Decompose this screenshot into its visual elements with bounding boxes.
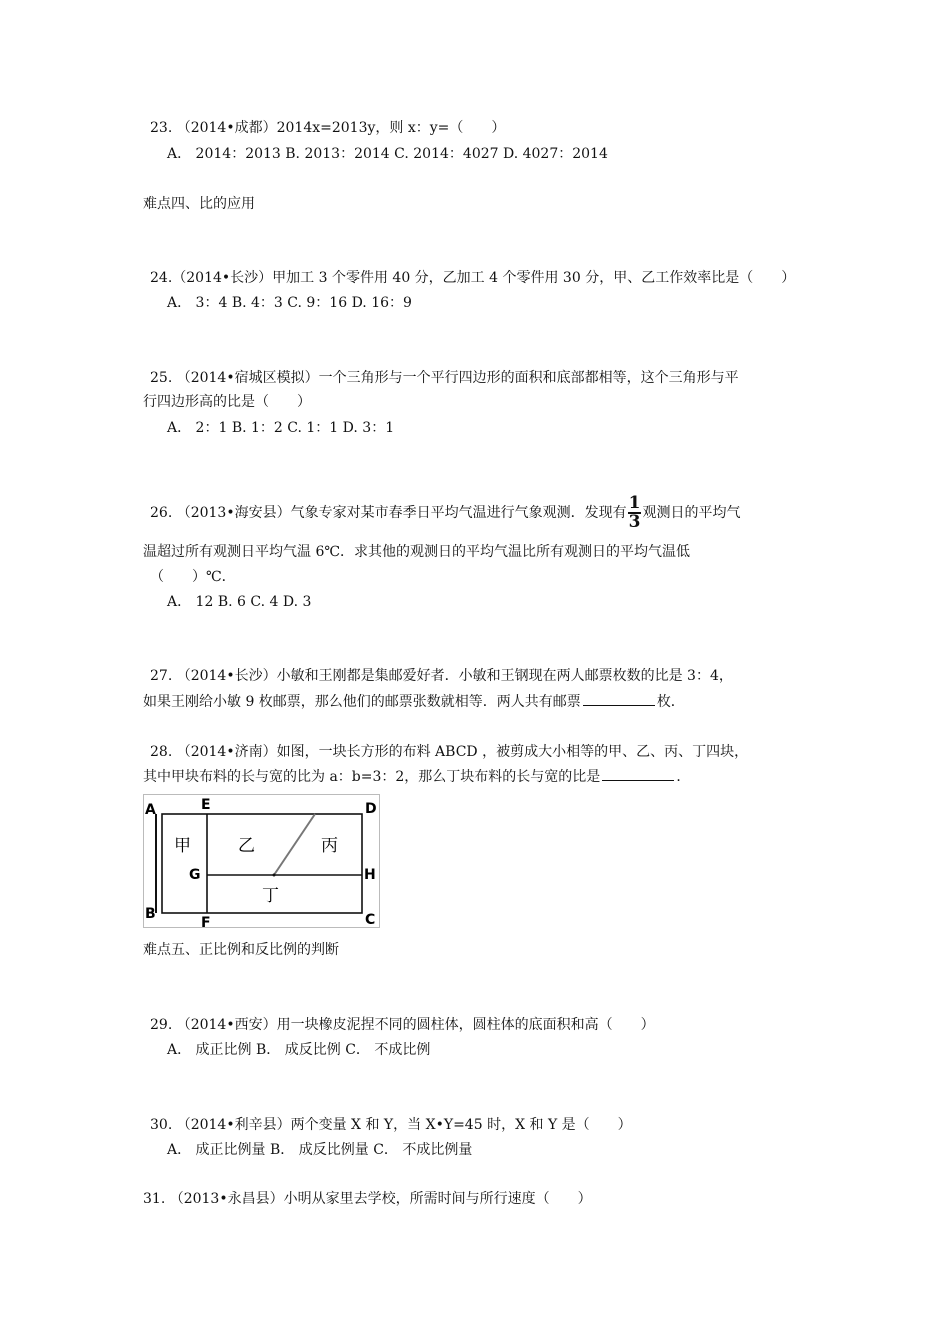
q29-options: A． 成正比例 B． 成反比例 C． 不成比例: [167, 1042, 431, 1058]
label-f: F: [201, 915, 211, 928]
q25-stem-line2: 行四边形高的比是（ ）: [143, 394, 311, 410]
q25-options: A． 2：1 B. 1：2 C. 1：1 D. 3：1: [167, 420, 395, 436]
q30-options: A． 成正比例量 B． 成反比例量 C． 不成比例量: [167, 1142, 473, 1158]
answer-blank: [602, 768, 674, 781]
section4-heading: 难点四、比的应用: [143, 196, 255, 212]
label-g: G: [189, 867, 201, 883]
fraction-numerator: 1: [628, 493, 641, 513]
q27-stem-line2: [143, 692, 685, 712]
section5-heading: 难点五、正比例和反比例的判断: [143, 942, 339, 958]
q25-stem-line1: 25. （2014•宿城区模拟）一个三角形与一个平行四边形的面积和底部都相等，这个三角形与平: [150, 370, 739, 386]
q27-stem-before: 如果王刚给小敏 9 枚邮票，那么他们的邮票张数就相等．两人共有邮票: [143, 694, 581, 710]
q26-options: A． 12 B. 6 C. 4 D. 3: [167, 594, 312, 610]
fraction-denominator: 3: [628, 512, 641, 532]
label-jia: 甲: [174, 836, 191, 856]
label-d: D: [365, 801, 377, 817]
division-point: [273, 874, 276, 877]
q26-stem-after: 观测日的平均气: [642, 505, 741, 521]
q30-stem: 30. （2014•利辛县）两个变量 X 和 Y，当 X•Y=45 时，X 和 Y 是（ ）: [150, 1117, 632, 1133]
q26-stem-line1: [150, 493, 740, 533]
q23-stem: 23. （2014•成都）2014x=2013y，则 x：y=（ ）: [150, 120, 506, 136]
q28-stem-line2: [143, 767, 690, 787]
q28-stem-after: ．: [676, 769, 691, 785]
q24-options: A． 3：4 B. 4：3 C. 9：16 D. 16：9: [167, 295, 412, 311]
label-e: E: [201, 797, 211, 813]
q26-stem-line2: 温超过所有观测日平均气温 6℃．求其他的观测日的平均气温比所有观测日的平均气温低: [143, 544, 691, 560]
label-b: B: [145, 906, 156, 922]
q31-stem: 31. （2013•永昌县）小明从家里去学校，所需时间与所行速度（ ）: [143, 1191, 592, 1207]
q26-stem-before: 26. （2013•海安县）气象专家对某市春季日平均气温进行气象观测．发现有: [150, 505, 627, 521]
label-a: A: [145, 802, 156, 818]
q26-stem-line3: （ ）℃．: [150, 569, 236, 585]
label-yi: 乙: [238, 836, 255, 856]
answer-blank: [583, 693, 655, 706]
label-bing: 丙: [321, 836, 338, 856]
q27-stem-after: 枚．: [656, 694, 685, 710]
label-h: H: [364, 867, 376, 883]
q24-stem: 24.（2014•长沙）甲加工 3 个零件用 40 分，乙加工 4 个零件用 30 分，甲、乙工作效率比是（ ）: [150, 270, 796, 286]
q27-stem-line1: 27. （2014•长沙）小敏和王刚都是集邮爱好者．小敏和王钢现在两人邮票枚数的比是 3：4，: [150, 668, 733, 684]
label-c: C: [365, 912, 376, 928]
q29-stem: 29. （2014•西安）用一块橡皮泥捏不同的圆柱体，圆柱体的底面积和高（ ）: [150, 1017, 655, 1033]
label-ding: 丁: [262, 886, 279, 906]
q28-stem-line1: 28. （2014•济南）如图，一块长方形的布料 ABCD ，被剪成大小相等的甲、乙、丙、丁四块，: [150, 744, 749, 760]
q23-options: A． 2014：2013 B. 2013：2014 C. 2014：4027 D. 4027：2014: [167, 146, 608, 162]
fraction-one-third: [628, 495, 642, 531]
cloth-diagram: [143, 794, 381, 928]
q28-stem-before: 其中甲块布料的长与宽的比为 a：b=3：2，那么丁块布料的长与宽的比是: [143, 769, 601, 785]
